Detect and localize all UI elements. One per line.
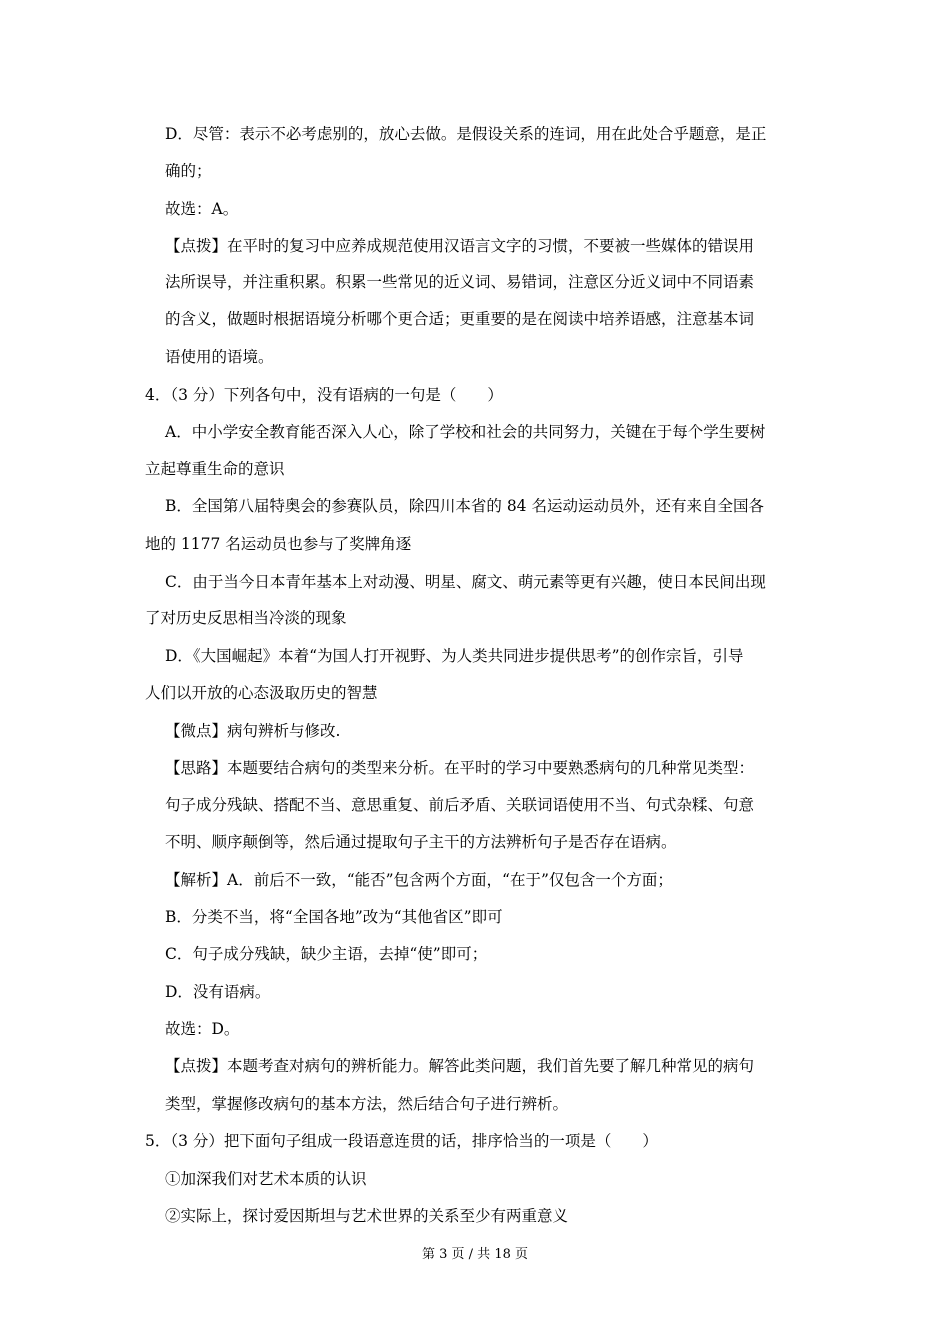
q4-topic: 【微点】病句辨析与修改.: [165, 722, 341, 740]
q4-tip-line-1: 【点拨】本题考查对病句的辨析能力。解答此类问题，我们首先要了解几种常见的病句: [165, 1057, 755, 1075]
page-number-footer: 第 3 页 / 共 18 页: [422, 1247, 528, 1262]
q4-option-b-line-2: 地的 1177 名运动员也参与了奖牌角逐: [145, 535, 412, 553]
q4-approach-line-3: 不明、顺序颠倒等，然后通过提取句子主干的方法辨析句子是否存在语病。: [165, 833, 677, 851]
q4-approach-line-1: 【思路】本题要结合病句的类型来分析。在平时的学习中要熟悉病句的几种常见类型：: [165, 759, 755, 777]
q4-option-d-line-2: 人们以开放的心态汲取历史的智慧: [145, 684, 378, 702]
q3-answer: 故选：A。: [165, 200, 239, 218]
q3-tip-line-4: 语使用的语境。: [165, 348, 274, 366]
q4-option-c-line-2: 了对历史反思相当冷淡的现象: [145, 609, 347, 627]
q5-sentence-1: ①加深我们对艺术本质的认识: [165, 1170, 367, 1188]
q4-analysis-a: 【解析】A．前后不一致，“能否”包含两个方面，“在于”仅包含一个方面；: [165, 871, 673, 889]
q4-option-d-line-1: D．《大国崛起》本着“为国人打开视野、为人类共同进步提供思考”的创作宗旨，引导: [165, 647, 744, 665]
q4-analysis-b: B．分类不当，将“全国各地”改为“其他省区”即可: [165, 908, 503, 926]
q4-tip-line-2: 类型，掌握修改病句的基本方法，然后结合句子进行辨析。: [165, 1095, 569, 1113]
q3-tip-line-3: 的含义，做题时根据语境分析哪个更合适；更重要的是在阅读中培养语感，注意基本词: [165, 310, 755, 328]
q4-answer: 故选：D。: [165, 1020, 240, 1038]
option-d-explanation-line-2: 确的；: [165, 162, 212, 180]
q4-approach-line-2: 句子成分残缺、搭配不当、意思重复、前后矛盾、关联词语使用不当、句式杂糅、句意: [165, 796, 755, 814]
option-d-explanation-line-1: D．尽管：表示不必考虑别的，放心去做。是假设关系的连词，用在此处合乎题意，是正: [165, 125, 767, 143]
q3-tip-line-1: 【点拨】在平时的复习中应养成规范使用汉语言文字的习惯，不要被一些媒体的错误用: [165, 237, 755, 255]
q5-sentence-2: ②实际上，探讨爱因斯坦与艺术世界的关系至少有两重意义: [165, 1207, 569, 1225]
question-4-stem: 4．（3 分）下列各句中，没有语病的一句是（ ）: [145, 386, 503, 404]
question-5-stem: 5．（3 分）把下面句子组成一段语意连贯的话，排序恰当的一项是（ ）: [145, 1132, 658, 1150]
q4-analysis-c: C．句子成分残缺，缺少主语，去掉“使”即可；: [165, 945, 488, 963]
q4-option-a-line-2: 立起尊重生命的意识: [145, 460, 285, 478]
q4-option-b-line-1: B．全国第八届特奥会的参赛队员，除四川本省的 84 名运动运动员外，还有来自全国各: [165, 497, 764, 515]
q3-tip-line-2: 法所误导，并注重积累。积累一些常见的近义词、易错词，注意区分近义词中不同语素: [165, 273, 755, 291]
q4-option-a-line-1: A．中小学安全教育能否深入人心，除了学校和社会的共同努力，关键在于每个学生要树: [165, 423, 766, 441]
q4-analysis-d: D．没有语病。: [165, 983, 271, 1001]
q4-option-c-line-1: C．由于当今日本青年基本上对动漫、明星、腐文、萌元素等更有兴趣，使日本民间出现: [165, 573, 766, 591]
